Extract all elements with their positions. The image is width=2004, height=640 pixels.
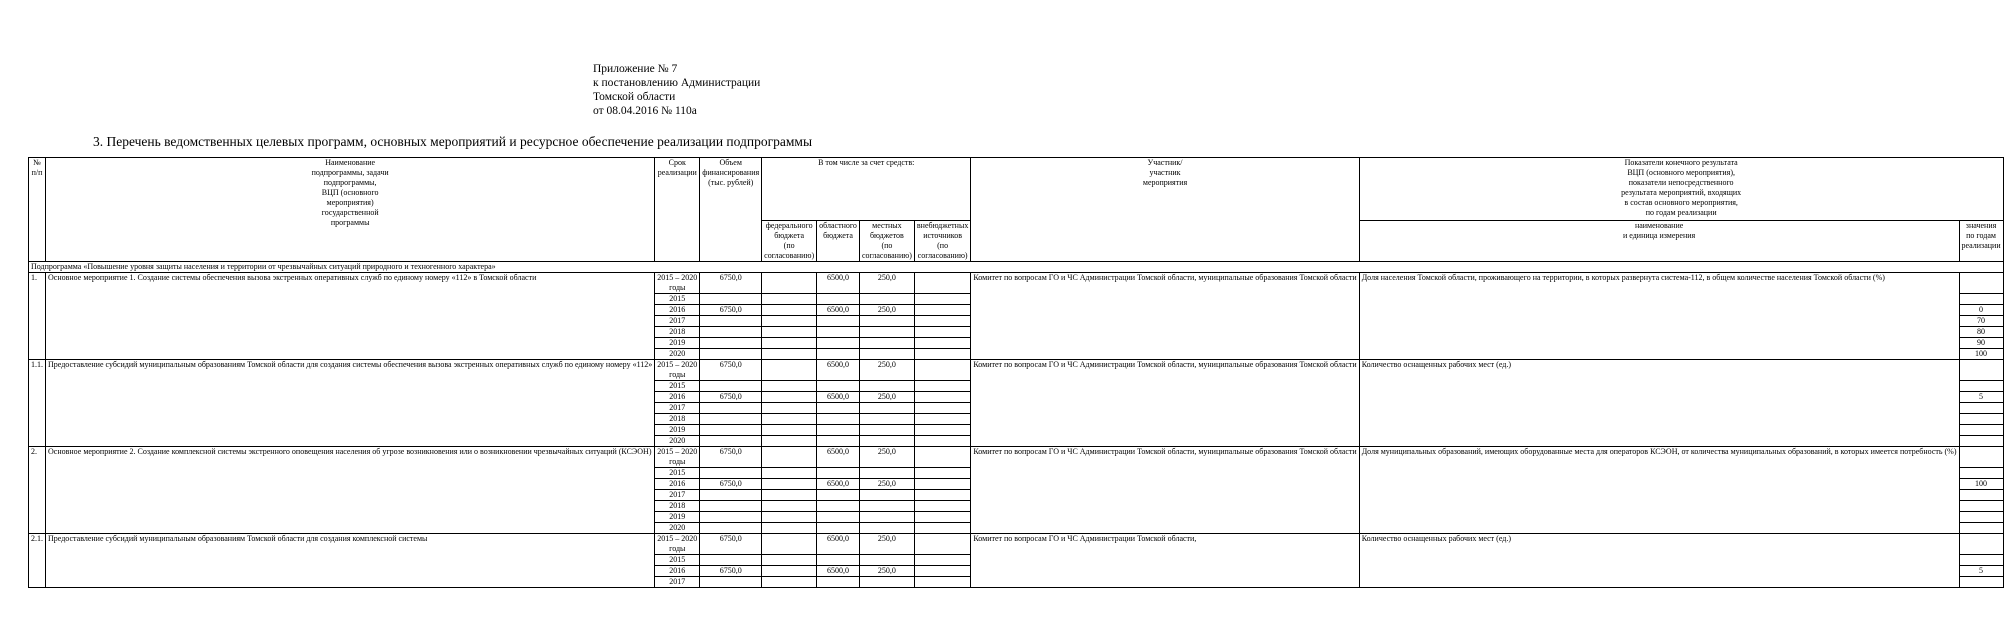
volume-cell: 6750,0 — [700, 447, 762, 458]
federal-cell — [762, 392, 817, 403]
federal-cell — [762, 501, 817, 512]
header-row — [29, 158, 2004, 221]
regional-cell — [817, 381, 860, 392]
regional-cell — [817, 403, 860, 414]
value-cell — [1959, 534, 2003, 545]
federal-cell — [762, 512, 817, 523]
term-cell: 2015 – 2020 — [655, 273, 700, 284]
value-cell — [1959, 283, 2003, 294]
program-table — [28, 157, 2004, 588]
value-cell: 5 — [1959, 392, 2003, 403]
federal-cell — [762, 479, 817, 490]
federal-cell — [762, 436, 817, 447]
extra-cell — [914, 360, 970, 371]
regional-cell — [817, 501, 860, 512]
extra-cell — [914, 305, 970, 316]
term-cell: 2015 – 2020 — [655, 360, 700, 371]
regional-cell: 6500,0 — [817, 305, 860, 316]
value-cell — [1959, 360, 2003, 371]
header-num: № п/п — [29, 158, 46, 262]
federal-cell — [762, 283, 817, 294]
appendix-line-4: от 08.04.2016 № 110а — [593, 105, 697, 117]
regional-cell — [817, 425, 860, 436]
volume-cell — [700, 555, 762, 566]
volume-cell — [700, 577, 762, 588]
volume-cell — [700, 403, 762, 414]
local-cell — [859, 294, 914, 305]
extra-cell — [914, 436, 970, 447]
value-cell — [1959, 490, 2003, 501]
value-cell — [1959, 414, 2003, 425]
page-title: 3. Перечень ведомственных целевых программ, основных мероприятий и ресурсное обеспечение реализации подпрограммы — [92, 134, 813, 149]
appendix-line-2: к постановлению Администрации — [593, 77, 761, 89]
regional-cell — [817, 468, 860, 479]
federal-cell — [762, 338, 817, 349]
participant-cell: Комитет по вопросам ГО и ЧС Администрации Томской области, муниципальные образования Томской области — [971, 360, 1359, 447]
extra-cell — [914, 490, 970, 501]
volume-cell — [700, 523, 762, 534]
term-cell: 2020 — [655, 523, 700, 534]
extra-cell — [914, 523, 970, 534]
local-cell: 250,0 — [859, 360, 914, 371]
section-num: 2. — [29, 447, 46, 534]
local-cell — [859, 370, 914, 381]
term-cell: 2015 — [655, 468, 700, 479]
volume-cell — [700, 381, 762, 392]
local-cell — [859, 544, 914, 555]
extra-cell — [914, 294, 970, 305]
volume-cell — [700, 327, 762, 338]
header-term: Срок реализации — [655, 158, 700, 262]
extra-cell — [914, 283, 970, 294]
regional-cell — [817, 436, 860, 447]
federal-cell — [762, 490, 817, 501]
federal-cell — [762, 414, 817, 425]
local-cell — [859, 468, 914, 479]
term-cell: 2015 – 2020 — [655, 447, 700, 458]
federal-cell — [762, 425, 817, 436]
local-cell — [859, 283, 914, 294]
extra-cell — [914, 414, 970, 425]
regional-cell — [817, 490, 860, 501]
subprogram-title: Подпрограмма «Повышение уровня защиты населения и территории от чрезвычайных ситуаций природного и техногенного характера» — [29, 262, 2004, 273]
term-cell: 2016 — [655, 479, 700, 490]
regional-cell — [817, 555, 860, 566]
value-cell — [1959, 501, 2003, 512]
federal-cell — [762, 468, 817, 479]
federal-cell — [762, 305, 817, 316]
federal-cell — [762, 294, 817, 305]
extra-cell — [914, 457, 970, 468]
extra-cell — [914, 403, 970, 414]
term-cell: 2019 — [655, 338, 700, 349]
value-cell: 80 — [1959, 327, 2003, 338]
local-cell — [859, 403, 914, 414]
value-cell: 90 — [1959, 338, 2003, 349]
table-row — [29, 447, 2004, 458]
header-ind-name: наименование и единица измерения — [1359, 221, 1959, 262]
local-cell — [859, 555, 914, 566]
value-cell — [1959, 370, 2003, 381]
volume-cell — [700, 349, 762, 360]
local-cell — [859, 349, 914, 360]
section-name: Основное мероприятие 2. Создание комплексной системы экстренного оповещения населения об угрозе возникновения или о возникновении чрезвычайных ситуаций (КСЭОН) — [46, 447, 655, 534]
table-row — [29, 273, 2004, 284]
regional-cell — [817, 327, 860, 338]
federal-cell — [762, 370, 817, 381]
extra-cell — [914, 338, 970, 349]
regional-cell: 6500,0 — [817, 273, 860, 284]
extra-cell — [914, 316, 970, 327]
participant-cell: Комитет по вопросам ГО и ЧС Администрации Томской области, муниципальные образования Томской области — [971, 273, 1359, 360]
value-cell: 100 — [1959, 349, 2003, 360]
value-cell — [1959, 457, 2003, 468]
value-cell — [1959, 273, 2003, 284]
value-cell: 70 — [1959, 316, 2003, 327]
extra-cell — [914, 381, 970, 392]
local-cell: 250,0 — [859, 479, 914, 490]
term-cell: 2017 — [655, 316, 700, 327]
volume-cell — [700, 468, 762, 479]
value-cell — [1959, 512, 2003, 523]
local-cell — [859, 425, 914, 436]
local-cell: 250,0 — [859, 534, 914, 545]
regional-cell — [817, 283, 860, 294]
term-cell: 2015 — [655, 555, 700, 566]
regional-cell — [817, 349, 860, 360]
regional-cell — [817, 338, 860, 349]
header-extra: внебюджетных источников (по согласованию) — [914, 221, 970, 262]
value-cell — [1959, 468, 2003, 479]
local-cell: 250,0 — [859, 392, 914, 403]
appendix-line-3: Томской области — [593, 91, 676, 103]
section-name: Основное мероприятие 1. Создание системы обеспечения вызова экстренных оперативных служб по единому номеру «112» в Томской области — [46, 273, 655, 360]
federal-cell — [762, 534, 817, 545]
local-cell: 250,0 — [859, 566, 914, 577]
term-cell: 2016 — [655, 566, 700, 577]
term-cell: 2020 — [655, 349, 700, 360]
term-cell: 2017 — [655, 490, 700, 501]
extra-cell — [914, 273, 970, 284]
local-cell — [859, 316, 914, 327]
value-cell: 100 — [1959, 479, 2003, 490]
extra-cell — [914, 479, 970, 490]
regional-cell: 6500,0 — [817, 360, 860, 371]
header-name: Наименование подпрограммы, задачи подпрограммы, ВЦП (основного мероприятия) государственной программы — [46, 158, 655, 262]
volume-cell: 6750,0 — [700, 534, 762, 545]
volume-cell — [700, 490, 762, 501]
extra-cell — [914, 392, 970, 403]
regional-cell: 6500,0 — [817, 566, 860, 577]
local-cell — [859, 523, 914, 534]
value-cell — [1959, 577, 2003, 588]
volume-cell — [700, 512, 762, 523]
volume-cell — [700, 316, 762, 327]
term-cell: 2019 — [655, 425, 700, 436]
term-cell: 2017 — [655, 577, 700, 588]
term-cell: 2018 — [655, 327, 700, 338]
local-cell: 250,0 — [859, 273, 914, 284]
regional-cell — [817, 294, 860, 305]
value-cell — [1959, 436, 2003, 447]
local-cell: 250,0 — [859, 305, 914, 316]
volume-cell — [700, 283, 762, 294]
federal-cell — [762, 447, 817, 458]
term-cell: 2016 — [655, 305, 700, 316]
extra-cell — [914, 468, 970, 479]
table-row — [29, 534, 2004, 545]
header-participant: Участник/ участник мероприятия — [971, 158, 1359, 262]
value-cell — [1959, 555, 2003, 566]
header-federal: федерального бюджета (по согласованию) — [762, 221, 817, 262]
regional-cell: 6500,0 — [817, 392, 860, 403]
participant-cell: Комитет по вопросам ГО и ЧС Администрации Томской области, муниципальные образования Томской области — [971, 447, 1359, 534]
subprogram-row — [29, 262, 2004, 273]
term-cell: 2020 — [655, 436, 700, 447]
table-row — [29, 360, 2004, 371]
federal-cell — [762, 360, 817, 371]
regional-cell — [817, 544, 860, 555]
value-cell: 5 — [1959, 566, 2003, 577]
federal-cell — [762, 403, 817, 414]
local-cell — [859, 501, 914, 512]
local-cell — [859, 490, 914, 501]
local-cell — [859, 577, 914, 588]
indicator-cell: Доля населения Томской области, проживающего на территории, в которых развернута система-112, в общем количестве населения Томской области (%) — [1359, 273, 1959, 360]
term-cell: годы — [655, 457, 700, 468]
volume-cell — [700, 457, 762, 468]
federal-cell — [762, 381, 817, 392]
volume-cell — [700, 544, 762, 555]
volume-cell: 6750,0 — [700, 566, 762, 577]
appendix-line-1: Приложение № 7 — [593, 63, 678, 75]
section-num: 1. — [29, 273, 46, 360]
federal-cell — [762, 457, 817, 468]
federal-cell — [762, 523, 817, 534]
local-cell — [859, 512, 914, 523]
term-cell: годы — [655, 544, 700, 555]
value-cell — [1959, 523, 2003, 534]
federal-cell — [762, 316, 817, 327]
value-cell: 0 — [1959, 305, 2003, 316]
federal-cell — [762, 544, 817, 555]
federal-cell — [762, 273, 817, 284]
value-cell — [1959, 425, 2003, 436]
term-cell: 2015 — [655, 381, 700, 392]
header-ind-value: значения по годам реализации — [1959, 221, 2003, 262]
section-num: 2.1. — [29, 534, 46, 588]
extra-cell — [914, 447, 970, 458]
regional-cell — [817, 414, 860, 425]
regional-cell — [817, 457, 860, 468]
local-cell — [859, 414, 914, 425]
extra-cell — [914, 566, 970, 577]
header-regional: областного бюджета — [817, 221, 860, 262]
term-cell: 2015 – 2020 — [655, 534, 700, 545]
extra-cell — [914, 534, 970, 545]
header-volume: Объем финансирования (тыс. рублей) — [700, 158, 762, 262]
local-cell — [859, 436, 914, 447]
extra-cell — [914, 501, 970, 512]
volume-cell: 6750,0 — [700, 392, 762, 403]
local-cell: 250,0 — [859, 447, 914, 458]
extra-cell — [914, 425, 970, 436]
regional-cell: 6500,0 — [817, 447, 860, 458]
federal-cell — [762, 566, 817, 577]
value-cell — [1959, 403, 2003, 414]
federal-cell — [762, 555, 817, 566]
section-name: Предоставление субсидий муниципальным образованиям Томской области для создания системы обеспечения вызова экстренных оперативных служб по единому номеру «112» — [46, 360, 655, 447]
value-cell — [1959, 544, 2003, 555]
term-cell: 2017 — [655, 403, 700, 414]
volume-cell — [700, 501, 762, 512]
extra-cell — [914, 577, 970, 588]
term-cell: годы — [655, 283, 700, 294]
volume-cell — [700, 425, 762, 436]
participant-cell: Комитет по вопросам ГО и ЧС Администрации Томской области, — [971, 534, 1359, 588]
value-cell — [1959, 447, 2003, 458]
header-incl: В том числе за счет средств: — [762, 158, 971, 221]
header-local: местных бюджетов (по согласованию) — [859, 221, 914, 262]
term-cell: 2018 — [655, 501, 700, 512]
federal-cell — [762, 349, 817, 360]
federal-cell — [762, 577, 817, 588]
regional-cell: 6500,0 — [817, 479, 860, 490]
extra-cell — [914, 555, 970, 566]
term-cell: годы — [655, 370, 700, 381]
term-cell: 2019 — [655, 512, 700, 523]
section-name: Предоставление субсидий муниципальным образованиям Томской области для создания комплексной системы — [46, 534, 655, 588]
volume-cell — [700, 414, 762, 425]
indicator-cell: Количество оснащенных рабочих мест (ед.) — [1359, 534, 1959, 588]
indicator-cell: Доля муниципальных образований, имеющих оборудованные места для операторов КСЭОН, от количества муниципальных образований, в которых имеется потребность (%) — [1359, 447, 1959, 534]
volume-cell — [700, 436, 762, 447]
extra-cell — [914, 512, 970, 523]
header-indicators: Показатели конечного результата ВЦП (основного мероприятия), показатели непосредственного результата мероприятий, входящих в состав основного мероприятия, по годам реализации — [1359, 158, 2003, 221]
local-cell — [859, 327, 914, 338]
local-cell — [859, 338, 914, 349]
extra-cell — [914, 327, 970, 338]
federal-cell — [762, 327, 817, 338]
term-cell: 2018 — [655, 414, 700, 425]
regional-cell — [817, 523, 860, 534]
volume-cell — [700, 294, 762, 305]
value-cell — [1959, 294, 2003, 305]
extra-cell — [914, 370, 970, 381]
volume-cell — [700, 370, 762, 381]
indicator-cell: Количество оснащенных рабочих мест (ед.) — [1359, 360, 1959, 447]
local-cell — [859, 457, 914, 468]
volume-cell: 6750,0 — [700, 273, 762, 284]
volume-cell: 6750,0 — [700, 479, 762, 490]
appendix-block — [593, 62, 760, 118]
value-cell — [1959, 381, 2003, 392]
regional-cell — [817, 577, 860, 588]
extra-cell — [914, 349, 970, 360]
volume-cell: 6750,0 — [700, 305, 762, 316]
volume-cell — [700, 338, 762, 349]
regional-cell — [817, 512, 860, 523]
extra-cell — [914, 544, 970, 555]
regional-cell — [817, 316, 860, 327]
section-num: 1.1. — [29, 360, 46, 447]
regional-cell — [817, 370, 860, 381]
regional-cell: 6500,0 — [817, 534, 860, 545]
local-cell — [859, 381, 914, 392]
term-cell: 2016 — [655, 392, 700, 403]
volume-cell: 6750,0 — [700, 360, 762, 371]
term-cell: 2015 — [655, 294, 700, 305]
